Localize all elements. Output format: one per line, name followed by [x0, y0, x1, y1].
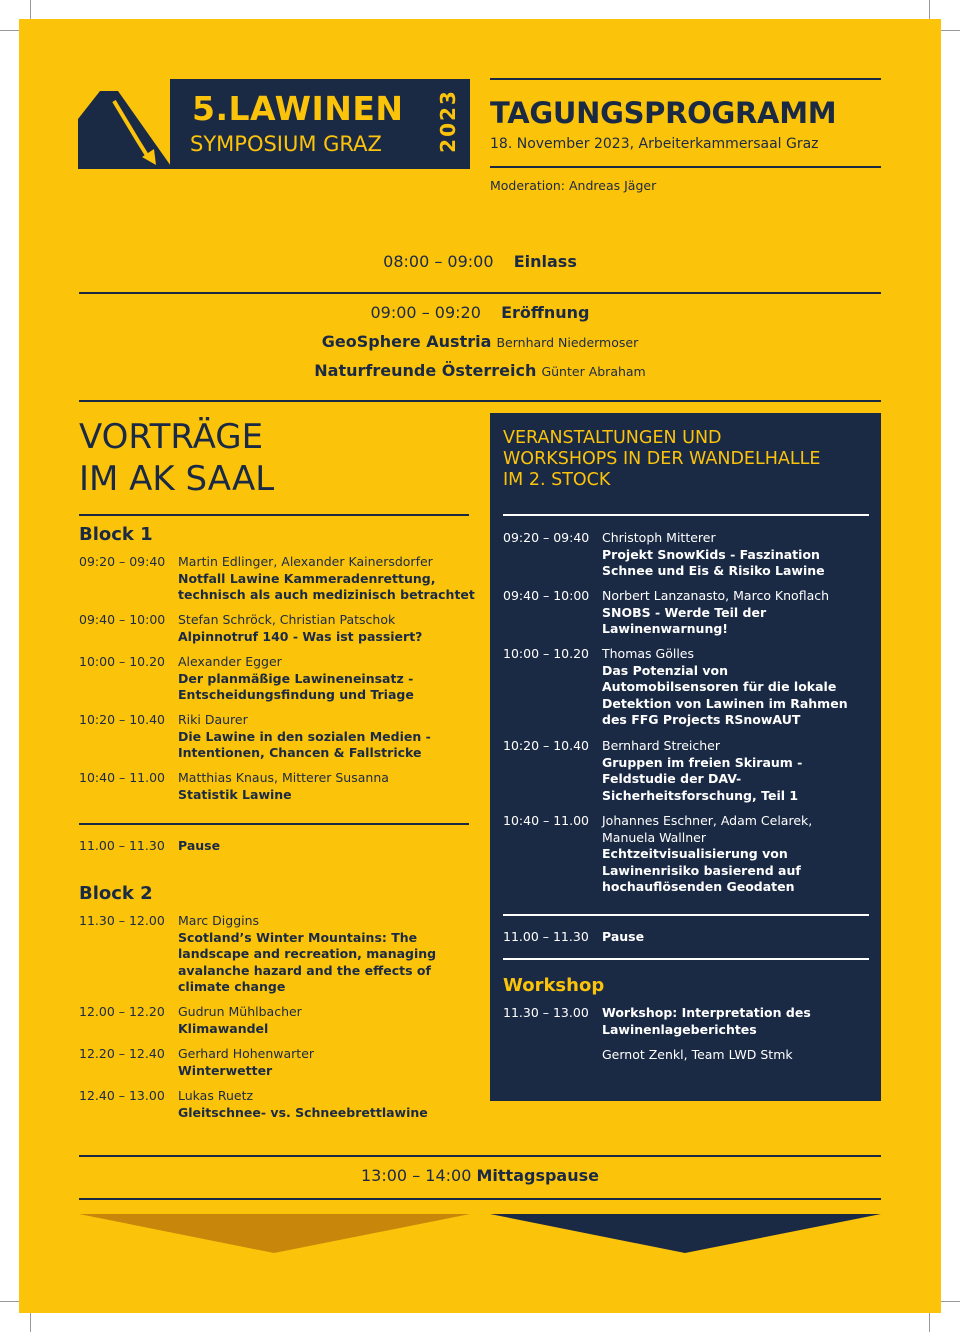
moderation: Moderation: Andreas Jäger	[490, 178, 657, 193]
item-speaker: Gudrun Mühlbacher	[178, 1004, 302, 1019]
einlass-time: 08:00 – 09:00	[383, 252, 494, 271]
item-title: Die Lawine in den sozialen Medien - Intentionen, Chancen & Fallstricke	[178, 728, 431, 760]
right-arrow-shape	[490, 1214, 881, 1254]
right-heading	[503, 428, 820, 491]
item-time: 09:40 – 10:00	[79, 612, 166, 627]
divider	[503, 958, 869, 960]
divider	[79, 400, 881, 402]
event-logo	[78, 79, 470, 169]
item-speaker: Alexander Egger	[178, 654, 282, 669]
divider	[503, 514, 869, 516]
item-speaker: Gerhard Hohenwarter	[178, 1046, 315, 1061]
item-title: Projekt SnowKids - Faszination Schnee und Eis & Risiko Lawine	[602, 546, 825, 578]
block1-title: Block 1	[79, 524, 153, 545]
item-time: 09:20 – 09:40	[503, 530, 590, 545]
pause-time: 11.00 – 11.30	[503, 929, 589, 944]
mittag-line	[0, 1166, 960, 1185]
item-title: Klimawandel	[178, 1020, 269, 1036]
pause-label: Pause	[178, 838, 221, 853]
item-time: 09:20 – 09:40	[79, 554, 166, 569]
logo-line2: SYMPOSIUM GRAZ	[190, 132, 382, 156]
item-title: Das Potenzial von Automobilsensoren für die lokale Detektion von Lawinen im Rahmen des FFG Projects RSnowAUT	[602, 662, 848, 727]
divider	[503, 914, 869, 916]
page-title: TAGUNGSPROGRAMM	[490, 96, 837, 130]
crop-mark	[941, 1301, 960, 1302]
item-time: 12.20 – 12.40	[79, 1046, 165, 1061]
item-speaker: Martin Edlinger, Alexander Kainersdorfer	[178, 554, 433, 569]
speaker-name: Bernhard Niedermoser	[496, 335, 639, 350]
item-title: Statistik Lawine	[178, 786, 292, 802]
crop-mark	[941, 30, 960, 31]
item-speaker: Stefan Schröck, Christian Patschok	[178, 612, 396, 627]
mittag-time: 13:00 – 14:00	[361, 1166, 472, 1185]
item-time: 12.00 – 12.20	[79, 1004, 165, 1019]
header-bottom-rule	[490, 166, 881, 168]
divider	[79, 1155, 881, 1157]
mountain-arrow-icon	[78, 79, 173, 169]
item-time: 10:20 – 10.40	[79, 712, 166, 727]
item-title: SNOBS - Werde Teil der Lawinenwarnung!	[602, 604, 767, 636]
item-speaker: Johannes Eschner, Adam Celarek, Manuela Wallner	[602, 813, 813, 845]
crop-mark	[929, 1313, 930, 1332]
item-speaker: Thomas Gölles	[602, 646, 695, 661]
item-title: Echtzeitvisualisierung von Lawinenrisiko basierend auf hochauflösenden Geodaten	[602, 846, 801, 894]
workshop-title: Workshop: Interpretation des Lawinenlageberichtes	[602, 1005, 811, 1037]
crop-mark	[929, 0, 930, 19]
divider	[79, 1198, 881, 1200]
right-heading-line3: IM 2. STOCK	[503, 470, 611, 490]
workshop-speaker: Gernot Zenkl, Team LWD Stmk	[602, 1047, 793, 1062]
left-heading	[79, 416, 274, 500]
crop-mark	[0, 30, 19, 31]
item-time: 10:40 – 11.00	[503, 813, 590, 828]
eroeffnung-label: Eröffnung	[501, 303, 590, 322]
item-time: 09:40 – 10:00	[503, 588, 590, 603]
eroeffnung-speaker-2	[0, 361, 960, 380]
item-speaker: Marc Diggins	[178, 913, 260, 928]
eroeffnung-line	[0, 303, 960, 322]
logo-line1: 5.LAWINEN	[192, 89, 404, 128]
crop-mark	[30, 1313, 31, 1332]
item-time: 10:20 – 10.40	[503, 738, 590, 753]
crop-mark	[30, 0, 31, 19]
logo-box	[170, 79, 470, 169]
right-heading-line2: WORKSHOPS IN DER WANDELHALLE	[503, 449, 821, 469]
item-title: Gruppen im freien Skiraum - Feldstudie der DAV-Sicherheitsforschung, Teil 1	[602, 754, 803, 803]
divider	[79, 514, 469, 516]
item-time: 10:00 – 10.20	[503, 646, 590, 661]
item-speaker: Norbert Lanzanasto, Marco Knoflach	[602, 588, 830, 603]
eroeffnung-time: 09:00 – 09:20	[370, 303, 481, 322]
item-title: Winterwetter	[178, 1062, 273, 1078]
item-title: Alpinnotruf 140 - Was ist passiert?	[178, 628, 423, 644]
item-time: 11.30 – 12.00	[79, 913, 165, 928]
left-arrow-shape	[79, 1214, 470, 1254]
pause-time: 11.00 – 11.30	[79, 838, 165, 853]
item-time: 12.40 – 13.00	[79, 1088, 165, 1103]
item-speaker: Matthias Knaus, Mitterer Susanna	[178, 770, 389, 785]
workshop-time: 11.30 – 13.00	[503, 1005, 589, 1020]
einlass-label: Einlass	[513, 252, 577, 271]
item-title: Der planmäßige Lawineneinsatz - Entscheidungsfindung und Triage	[178, 670, 414, 702]
item-time: 10:00 – 10.20	[79, 654, 166, 669]
item-speaker: Riki Daurer	[178, 712, 248, 727]
item-speaker: Christoph Mitterer	[602, 530, 716, 545]
block2-title: Block 2	[79, 883, 153, 904]
crop-mark	[0, 1301, 19, 1302]
divider	[79, 292, 881, 294]
pause-label: Pause	[602, 929, 645, 944]
item-time: 10:40 – 11.00	[79, 770, 166, 785]
workshop-heading: Workshop	[503, 975, 605, 996]
left-heading-line1: VORTRÄGE	[79, 417, 264, 457]
left-heading-line2: IM AK SAAL	[79, 459, 275, 499]
item-title: Gleitschnee- vs. Schneebrettlawine	[178, 1104, 428, 1120]
right-heading-line1: VERANSTALTUNGEN UND	[503, 428, 722, 448]
item-speaker: Bernhard Streicher	[602, 738, 721, 753]
divider	[79, 823, 469, 825]
logo-year: 2023	[436, 89, 460, 153]
item-title: Notfall Lawine Kammeradenrettung, technisch als auch medizinisch betrachtet	[178, 570, 475, 602]
mittag-label: Mittagspause	[476, 1166, 599, 1185]
einlass-line	[0, 252, 960, 271]
header-top-rule	[490, 78, 881, 80]
speaker-name: Günter Abraham	[541, 364, 646, 379]
item-speaker: Lukas Ruetz	[178, 1088, 254, 1103]
speaker-org: GeoSphere Austria	[321, 332, 492, 351]
eroeffnung-speaker-1	[0, 332, 960, 351]
item-title: Scotland’s Winter Mountains: The landscape and recreation, managing avalanche hazard and the effects of climate change	[178, 929, 437, 994]
date-place: 18. November 2023, Arbeiterkammersaal Graz	[490, 136, 819, 152]
speaker-org: Naturfreunde Österreich	[314, 361, 537, 380]
